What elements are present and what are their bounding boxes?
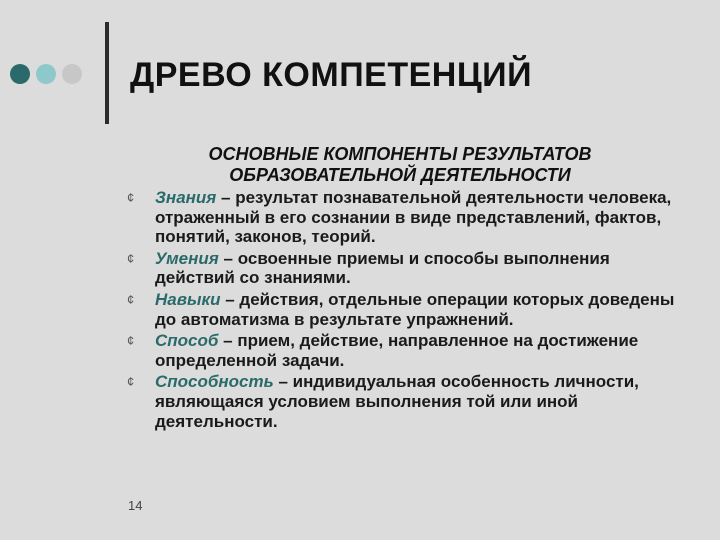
list-item	[127, 290, 677, 329]
dot-teal-icon	[36, 64, 56, 84]
page-number: 14	[128, 498, 143, 513]
definition-list	[127, 188, 677, 433]
list-item	[127, 188, 677, 247]
term-definition: – прием, действие, направленное на достижение определенной задачи.	[155, 331, 639, 370]
term-label: Умения	[155, 248, 219, 268]
term-definition: – действия, отдельные операции которых доведены до автоматизма в результате упражнений.	[155, 289, 675, 329]
term-definition: – освоенные приемы и способы выполнения действий со знаниями.	[155, 248, 610, 288]
dot-grey-icon	[62, 64, 82, 84]
title-divider	[105, 22, 109, 124]
list-item	[127, 249, 677, 288]
term-definition: – результат познавательной деятельности человека, отраженный в его сознании в виде представлений, фактов, понятий, законов, теорий.	[155, 188, 672, 247]
dot-dark-icon	[10, 64, 30, 84]
bullet-icon: ¢	[127, 291, 135, 307]
term-label: Способность	[155, 372, 274, 392]
subtitle-line-1: ОСНОВНЫЕ КОМПОНЕНТЫ РЕЗУЛЬТАТОВ	[208, 144, 592, 164]
bullet-icon: ¢	[127, 250, 135, 266]
bullet-icon: ¢	[127, 190, 135, 205]
subtitle-line-2: ОБРАЗОВАТЕЛЬНОЙ ДЕЯТЕЛЬНОСТИ	[229, 165, 571, 185]
term-definition: – индивидуальная особенность личности, являющаяся условием выполнения той или иной деятельности.	[155, 372, 639, 431]
term-label: Навыки	[155, 289, 221, 309]
list-item	[127, 331, 677, 370]
slide-subtitle	[140, 144, 660, 186]
decorative-dots	[10, 64, 82, 84]
slide-title: ДРЕВО КОМПЕТЕНЦИЙ	[130, 56, 533, 94]
term-label: Способ	[155, 331, 219, 351]
term-label: Знания	[155, 188, 217, 207]
list-item	[127, 372, 677, 431]
bullet-icon: ¢	[127, 333, 135, 349]
bullet-icon: ¢	[127, 374, 135, 390]
